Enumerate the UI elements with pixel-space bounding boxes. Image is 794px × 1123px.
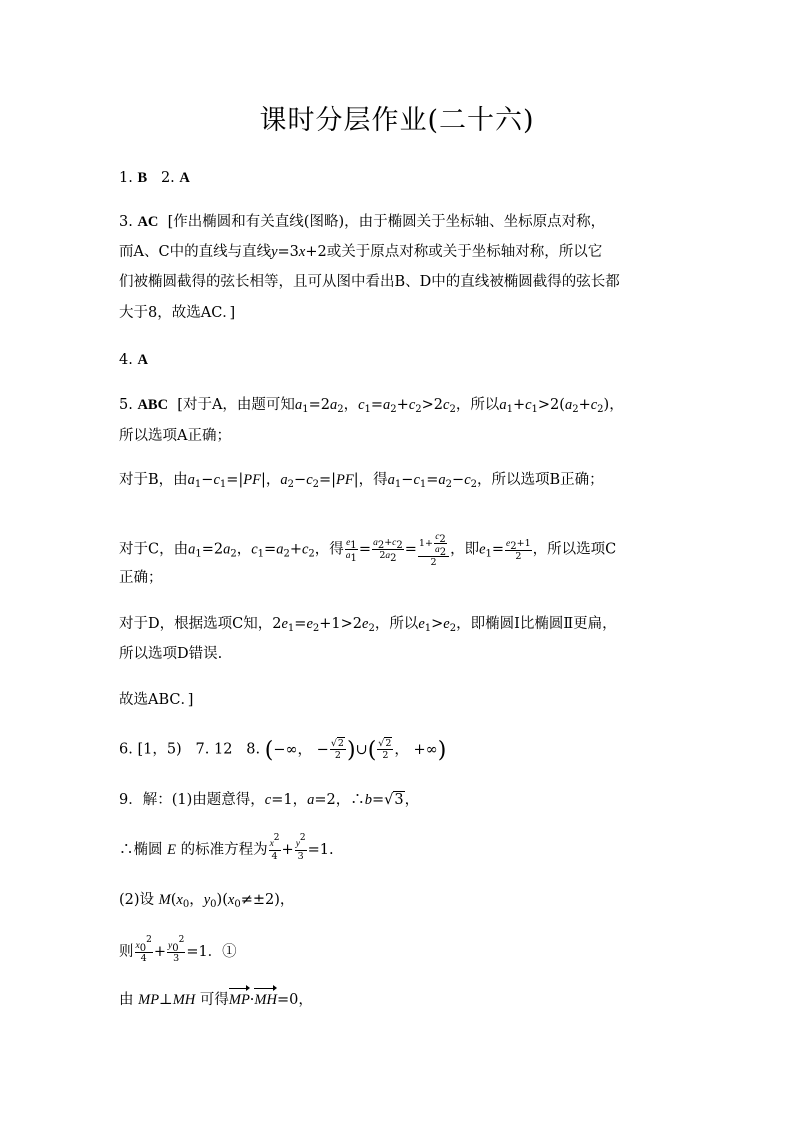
q6-answer: [1，5) [137, 741, 182, 758]
q4-line [119, 350, 699, 370]
q9-head: 9．解：(1)由题意得， [119, 792, 265, 808]
q5-text-d3: 即椭圆Ⅰ比椭圆Ⅱ更扁， [470, 616, 617, 632]
q9-line-1: 9．解：(1)由题意得，c=1，a=2，∴b=√3， [119, 792, 420, 808]
q7-answer: 12 [214, 741, 233, 758]
q5-line-5: 正确； [119, 570, 163, 586]
q9-line-5: 由 MP⊥MH 可得MP·MH=0， [119, 988, 699, 1010]
frac-e2: $\frac{e_2+1}{2}$ [506, 537, 531, 562]
frac-a2c2: $\frac{a_2+c_2}{2a_2}$ [373, 537, 403, 564]
q9-line-2: ∴椭圆 E 的标准方程为 $\frac{x^2}{4}$ + $\frac{y^2}{3}$ =1. [119, 833, 334, 862]
q9-text-2b: 的标准方程为 [180, 842, 268, 858]
q5-line-8: 故选ABC．] [119, 692, 194, 708]
q3-line-4: 大于8，故选AC．] [119, 305, 236, 321]
q5-answer: ABC [137, 397, 169, 413]
q2-number: 2. [160, 170, 175, 186]
q1-number: 1. [119, 170, 133, 186]
answer-line-1-2 [119, 168, 699, 188]
q8-answer: (−∞， − $\frac{√2}{2}$ )∪( $\frac{√2}{2}$ ， +∞) [264, 737, 447, 763]
answer-line-6-8 [119, 738, 699, 761]
page-title: 课时分层作业(二十六) [259, 105, 535, 136]
frac-e1-a1: $\frac{e_1}{a_1}$ [345, 538, 357, 564]
q3-line-3: 们被椭圆截得的弦长相等，且可从图中看出B、D中的直线被椭圆截得的弦长都 [119, 274, 620, 290]
q5-line-2: 所以选项A正确； [119, 428, 231, 444]
q2-answer: A [179, 170, 190, 186]
q9-text-4a: 则 [119, 944, 134, 960]
q3-line-2: 而A、C中的直线与直线y=3x+2或关于原点对称或关于坐标轴对称，所以它 [119, 244, 603, 260]
q9-text-3a: (2)设 [119, 892, 155, 908]
q5-line-4: 对于C，由$a_1=2a_2$，$c_1=a_2+c_2$，得 $\frac{e_1}{a_1}$ = $\frac{a_2+c_2}{2a_2}$ = 1+ $\frac{c_2}{a_2}$ 2 ，即$e_1=$ $\frac{e_2+1}{2}$ ，所以选项C [119, 532, 617, 568]
q3-text-b1: 而A、C中的直线与直线 [119, 244, 272, 260]
q1-answer: B [137, 170, 148, 186]
q3-line-1 [119, 212, 699, 232]
q5-line-6: 对于D，根据选项C知，$2e_1=e_2+1>2e_2$，所以$e_1>e_2$，即椭圆Ⅰ比椭圆Ⅱ更扁， [119, 616, 617, 634]
q9-line-4: 则 $\frac{x_0^2}{4}$ + $\frac{y_0^2}{3}$ =1．① [119, 935, 237, 964]
q9-text-5b: 可得 [199, 992, 229, 1008]
q4-number: 4. [119, 352, 133, 368]
q5-text-c1: 对于C，由 [119, 541, 189, 558]
q5-line-7: 所以选项D错误. [119, 646, 223, 662]
q5-text-b2: 得 [373, 472, 388, 488]
q5-line-3: 对于B，由$a_1-c_1=|PF|$，$a_2-c_2=|PF|$，得$a_1-c_1=a_2-c_2$，所以选项B正确； [119, 472, 604, 490]
q5-text-c3: 即 [464, 541, 480, 558]
q5-text-d2: 所以 [389, 616, 419, 632]
q9-text-5a: 由 [119, 992, 134, 1008]
frac-nested: 1+ $\frac{c_2}{a_2}$ 2 [418, 531, 449, 568]
q5-text-a1: [对于A，由题可知 [177, 397, 295, 413]
q6-number: 6. [119, 741, 133, 758]
q3-text-a: [作出椭圆和有关直线(图略)，由于椭圆关于坐标轴、坐标原点对称， [167, 214, 606, 230]
q9-line-3: (2)设 $M(x_0$，$y_0)(x_0\ne\pm 2)$， [119, 892, 295, 910]
q5-number: 5. [119, 397, 133, 413]
q5-text-a2: 所以 [470, 397, 500, 413]
q9-text-2a: ∴椭圆 [119, 842, 163, 858]
q5-text-c2: 得 [329, 541, 344, 558]
q3-text-b2: 或关于原点对称或关于坐标轴对称，所以它 [326, 244, 603, 260]
q3-answer: AC [137, 214, 159, 230]
q5-text-d1: 对于D，根据选项C知， [119, 616, 273, 632]
q5-text-b1: 对于B，由 [119, 472, 188, 488]
q8-number: 8. [246, 741, 261, 758]
q5-text-c4: 所以选项C [547, 541, 617, 558]
q7-number: 7. [195, 741, 210, 758]
q5-line-1: 5. ABC [对于A，由题可知$a_1=2a_2$，$c_1=a_2+c_2>2c_2$，所以$a_1+c_1>2(a_2+c_2)$， [119, 397, 624, 415]
q3-number: 3. [119, 214, 133, 230]
q5-text-b3: 所以选项B正确； [491, 472, 604, 488]
q4-answer: A [137, 352, 148, 368]
q9-text-4b: =1．① [186, 944, 237, 960]
